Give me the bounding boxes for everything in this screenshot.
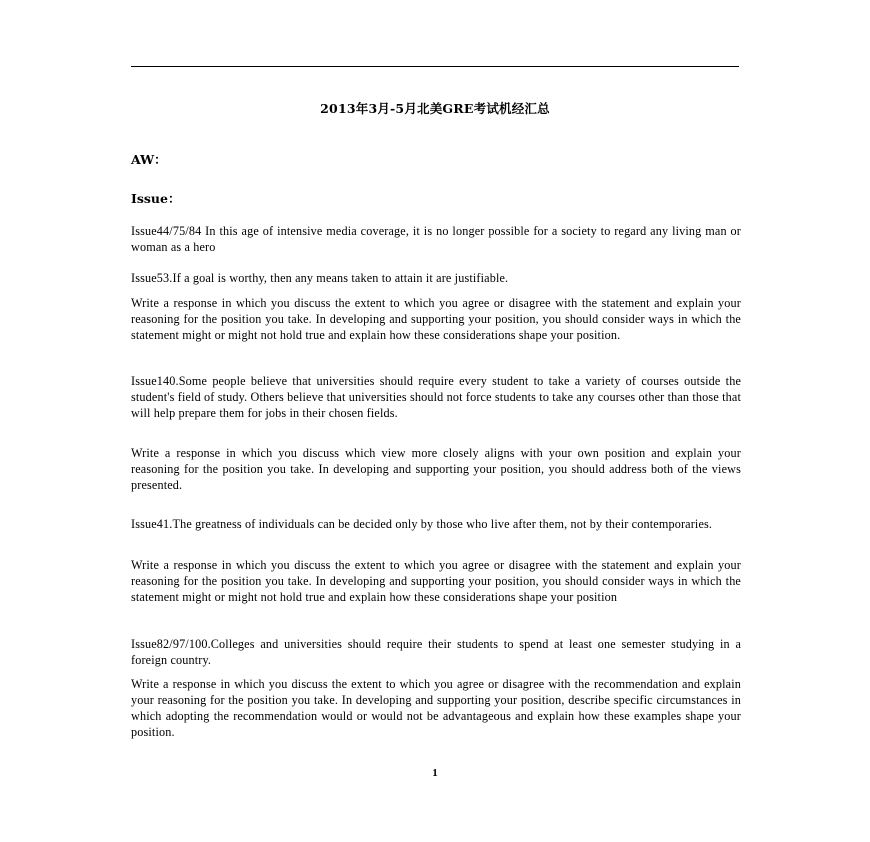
paragraph-instructions-82: Write a response in which you discuss the extent to which you agree or disagree with the recommendation and explain your reasoning for the position you take. In developing and supporting your position, describe specific circumstances in which adopting the recommendation would or would not be advantageous and explain how these examples shape your position. bbox=[131, 677, 741, 739]
paragraph-issue-44: Issue44/75/84 In this age of intensive media coverage, it is no longer possible for a society to regard any living man or woman as a hero bbox=[131, 224, 741, 254]
paragraph-instructions-53: Write a response in which you discuss the extent to which you agree or disagree with the statement and explain your reasoning for the position you take. In developing and supporting your position, you should consider ways in which the statement might or might not hold true and explain how these considerations shape your position. bbox=[131, 296, 741, 342]
document-title: 2013年3月-5月北美GRE考试机经汇总 bbox=[320, 101, 550, 116]
paragraph-instructions-41: Write a response in which you discuss the extent to which you agree or disagree with the statement and explain your reasoning for the position you take. In developing and supporting your position, you should consider ways in which the statement might or might not hold true and explain how these considerations shape your position bbox=[131, 558, 741, 604]
paragraph-issue-82: Issue82/97/100.Colleges and universities should require their students to spend at least one semester studying in a foreign country. bbox=[131, 637, 741, 667]
paragraph-issue-140: Issue140.Some people believe that universities should require every student to take a variety of courses outside the student's field of study. Others believe that universities should not force students to take any courses other than those that will help prepare them for jobs in their chosen fields. bbox=[131, 374, 741, 420]
page-number: 1 bbox=[432, 767, 438, 779]
paragraph-issue-53: Issue53.If a goal is worthy, then any means taken to attain it are justifiable. bbox=[131, 271, 509, 285]
header-rule bbox=[131, 66, 739, 67]
issue-heading: Issue： bbox=[131, 191, 181, 206]
paragraph-issue-41: Issue41.The greatness of individuals can be decided only by those who live after them, not by their contemporaries. bbox=[131, 517, 713, 531]
aw-heading: AW： bbox=[131, 152, 167, 167]
paragraph-instructions-140: Write a response in which you discuss which view more closely aligns with your own position and explain your reasoning for the position you take. In developing and supporting your position, you should address both of the views presented. bbox=[131, 446, 741, 492]
